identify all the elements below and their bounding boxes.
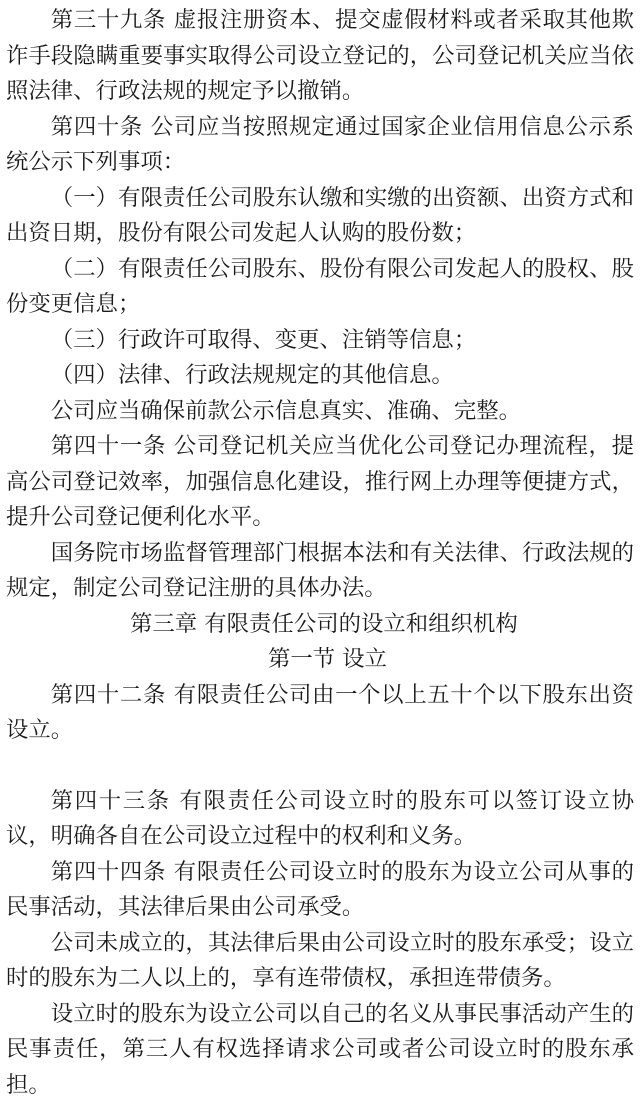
article-44-paragraph-3: 设立时的股东为设立公司以自己的名义从事民事活动产生的民事责任，第三人有权选择请求公司或者公司设立时的股东承担。 (6, 997, 634, 1103)
article-40-item-3: （三）行政许可取得、变更、注销等信息； (6, 323, 634, 359)
article-40-paragraph-2: 公司应当确保前款公示信息真实、准确、完整。 (6, 394, 634, 430)
article-44-paragraph-2: 公司未成立的，其法律后果由公司设立时的股东承受；设立时的股东为二人以上的，享有连带债权，承担连带债务。 (6, 926, 634, 997)
chapter-title: 第三章 有限责任公司的设立和组织机构 (6, 607, 634, 643)
article-41: 第四十一条 公司登记机关应当优化公司登记办理流程，提高公司登记效率，加强信息化建设，推行网上办理等便捷方式，提升公司登记便利化水平。 (6, 429, 634, 536)
article-44: 第四十四条 有限责任公司设立时的股东为设立公司从事的民事活动，其法律后果由公司承受。 (6, 855, 634, 926)
document-page (6, 0, 634, 1103)
article-40-item-4: （四）法律、行政法规规定的其他信息。 (6, 358, 634, 394)
article-40: 第四十条 公司应当按照规定通过国家企业信用信息公示系统公示下列事项： (6, 110, 634, 181)
blank-line (6, 749, 634, 784)
article-42: 第四十二条 有限责任公司由一个以上五十个以下股东出资设立。 (6, 678, 634, 749)
article-39: 第三十九条 虚报注册资本、提交虚假材料或者采取其他欺诈手段隐瞒重要事实取得公司设立登记的，公司登记机关应当依照法律、行政法规的规定予以撤销。 (6, 3, 634, 110)
article-43: 第四十三条 有限责任公司设立时的股东可以签订设立协议，明确各自在公司设立过程中的权利和义务。 (6, 784, 634, 855)
article-41-paragraph-2: 国务院市场监督管理部门根据本法和有关法律、行政法规的规定，制定公司登记注册的具体办法。 (6, 536, 634, 607)
article-40-item-1: （一）有限责任公司股东认缴和实缴的出资额、出资方式和出资日期，股份有限公司发起人认购的股份数； (6, 181, 634, 252)
article-40-item-2: （二）有限责任公司股东、股份有限公司发起人的股权、股份变更信息； (6, 252, 634, 323)
section-title: 第一节 设立 (6, 642, 634, 678)
